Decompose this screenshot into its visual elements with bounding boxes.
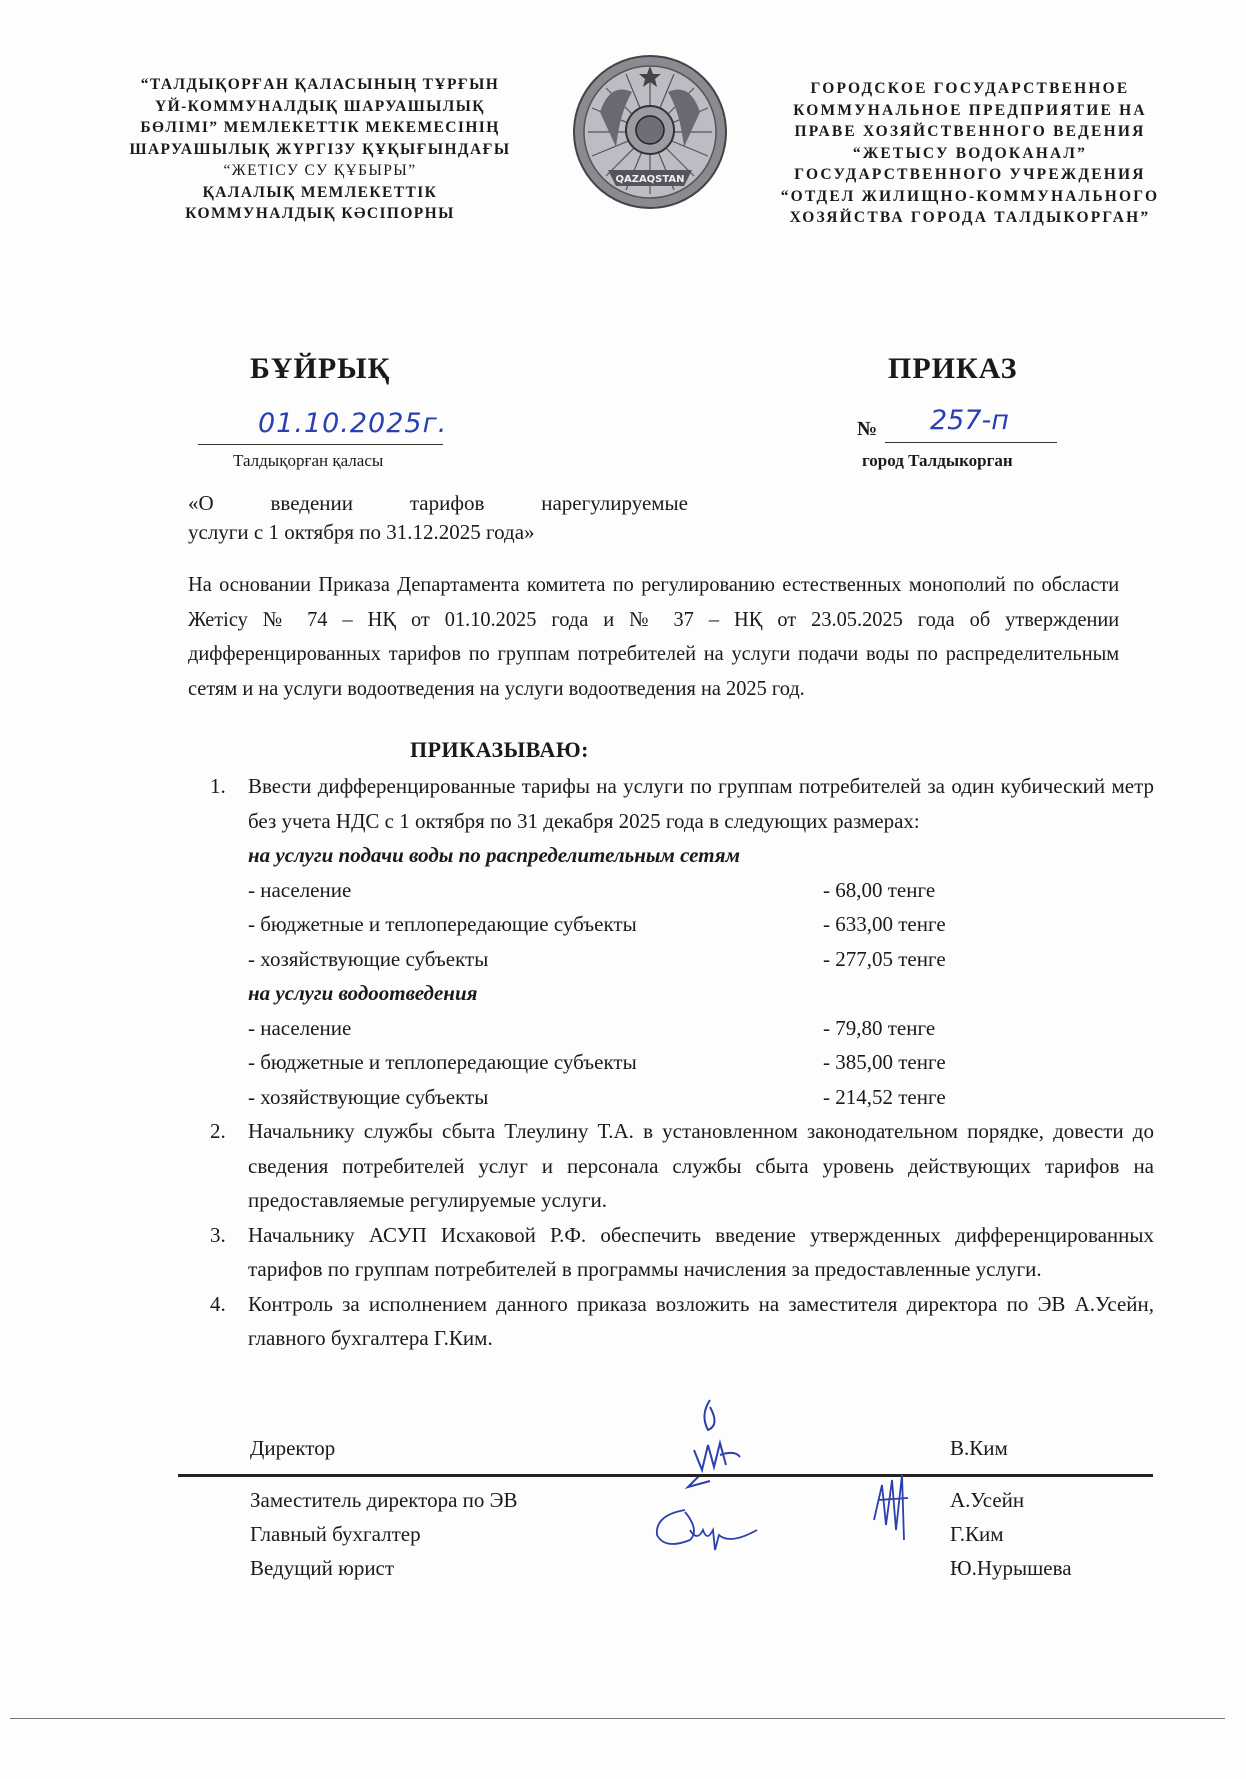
tariff-row <box>248 1045 1154 1080</box>
tariff-value: - 68,00 тенге <box>823 877 936 902</box>
item-text: Контроль за исполнением данного приказа возложить на заместителя директора по ЭВ А.Усейн, главного бухгалтера Г.Ким. <box>248 1291 1154 1350</box>
order-item-1 <box>210 769 1154 1114</box>
order-item-3 <box>210 1218 1154 1287</box>
order-items-list <box>210 769 1154 1356</box>
city-ru: город Талдыкорган <box>862 451 1013 470</box>
header-kz-line: “ТАЛДЫҚОРҒАН ҚАЛАСЫНЫҢ ТҰРҒЫН <box>140 76 500 93</box>
tariff-value: - 277,05 тенге <box>823 946 946 971</box>
header-kz-line: КОММУНАЛДЫҚ КӘСІПОРНЫ <box>185 205 455 222</box>
header-ru-line: ГОСУДАРСТВЕННОГО УЧРЕЖДЕНИЯ <box>794 166 1146 183</box>
accountant-signature-icon <box>645 1500 765 1560</box>
item-text: Начальнику АСУП Исхаковой Р.Ф. обеспечить введение утвержденных дифференцированных тарифов по группам потребителей в программы начисления за предоставленные услуги. <box>248 1222 1154 1281</box>
order-subject <box>188 489 688 547</box>
header-kz-line: БӨЛІМІ” МЕМЛЕКЕТТІК МЕКЕМЕСІНІҢ <box>140 119 500 136</box>
tariff-group-heading: на услуги водоотведения <box>248 981 478 1005</box>
tariff-value: - 79,80 тенге <box>823 1015 936 1040</box>
header-kz-line: ШАРУАШЫЛЫҚ ЖҮРГІЗУ ҚҰҚЫҒЫНДАҒЫ <box>129 140 511 158</box>
director-name: В.Ким <box>950 1436 1008 1460</box>
subject-word: нарегулируемые <box>541 491 688 515</box>
order-word: ПРИКАЗЫВАЮ: <box>410 737 589 762</box>
state-emblem-icon <box>570 52 730 212</box>
order-item-2 <box>210 1114 1154 1218</box>
order-number-handwritten: 257-п <box>930 405 1009 436</box>
tariff-value: - 633,00 тенге <box>823 912 946 936</box>
tariff-row <box>248 1080 1154 1115</box>
tariff-consumer: - бюджетные и теплопередающие субъекты <box>248 912 637 936</box>
header-ru-line: ХОЗЯЙСТВА ГОРОДА ТАЛДЫКОРГАН” <box>789 209 1151 226</box>
approver-role: Главный бухгалтер <box>250 1522 421 1546</box>
tariff-value: - 385,00 тенге <box>823 1050 946 1074</box>
director-role: Директор <box>250 1436 336 1460</box>
header-kazakh <box>95 74 545 225</box>
header-ru-line: “ЖЕТЫСУ ВОДОКАНАЛ” <box>852 144 1088 162</box>
header-kz-line: “ЖЕТІСУ СУ ҚҰБЫРЫ” <box>223 162 417 179</box>
order-title-ru: ПРИКАЗ <box>888 352 1018 385</box>
approver-row <box>250 1556 1130 1590</box>
tariff-row <box>248 907 1154 942</box>
approver-role: Заместитель директора по ЭВ <box>250 1488 518 1512</box>
tariff-consumer: - бюджетные и теплопередающие субъекты <box>248 1050 637 1074</box>
tariff-row <box>248 942 1154 977</box>
subject-word: «О <box>188 491 214 515</box>
header-ru-line: “ОТДЕЛ ЖИЛИЩНО-КОММУНАЛЬНОГО <box>780 187 1160 205</box>
order-title-kz: БҰЙРЫҚ <box>250 352 391 385</box>
tariff-consumer: - население <box>248 1015 352 1040</box>
item-number: 1. <box>210 774 226 798</box>
tariff-consumer: - хозяйствующие субъекты <box>248 1084 489 1109</box>
tariff-consumer: - население <box>248 877 352 902</box>
subject-line-2: услуги с 1 октября по 31.12.2025 года» <box>188 520 535 544</box>
item-text: Ввести дифференцированные тарифы на услуги по группам потребителей за один кубический метр без учета НДС с 1 октября по 31 декабря 2025 года в следующих размерах: <box>248 774 1154 833</box>
tariff-value: - 214,52 тенге <box>823 1084 946 1109</box>
header-russian <box>735 78 1205 229</box>
header-ru-line: КОММУНАЛЬНОЕ ПРЕДПРИЯТИЕ НА <box>793 101 1147 119</box>
city-kz: Талдықорған қаласы <box>233 451 384 470</box>
tariff-row <box>248 1011 1154 1046</box>
item-text: Начальнику службы сбыта Тлеулину Т.А. в установленном законодательном порядке, довести до сведения потребителей услуг и персонала службы сбыта уровень действующих тарифов на предоставляемые регулируемые услуги. <box>248 1119 1154 1212</box>
preamble-paragraph: На основании Приказа Департамента комитета по регулированию естественных монополий по обсласти Жетісу № 74 – НҚ от 01.10.2025 года и № 37 – НҚ от 23.05.2025 года об утверждении дифференцированных тарифов по группам потребителей на услуги подачи воды по распределительным сетям и на услуги водоотведения на услуги водоотведения на 2025 год. <box>188 572 1120 700</box>
subject-word: введении <box>270 491 353 515</box>
item-number: 3. <box>210 1222 226 1247</box>
header-ru-line: ГОРОДСКОЕ ГОСУДАРСТВЕННОЕ <box>810 80 1130 97</box>
header-kz-line: ҚАЛАЛЫҚ МЕМЛЕКЕТТІК <box>202 183 438 201</box>
signature-divider <box>178 1474 1153 1477</box>
deputy-signature-icon <box>868 1470 918 1550</box>
item-number: 2. <box>210 1119 226 1143</box>
tariff-group-heading: на услуги подачи воды по распределительным сетям <box>248 843 740 867</box>
number-label: № <box>857 418 878 440</box>
subject-word: тарифов <box>409 491 485 515</box>
emblem-text: QAZAQSTAN <box>615 174 685 185</box>
approver-name: А.Усейн <box>950 1488 1025 1512</box>
tariff-row <box>248 873 1154 908</box>
approver-name: Ю.Нурышева <box>950 1556 1072 1580</box>
header-ru-line: ПРАВЕ ХОЗЯЙСТВЕННОГО ВЕДЕНИЯ <box>794 123 1146 140</box>
approver-name: Г.Ким <box>950 1522 1004 1546</box>
header-kz-line: ҮЙ-КОММУНАЛДЫҚ ШАРУАШЫЛЫҚ <box>155 97 485 115</box>
order-date-handwritten: 01.10.2025г. <box>258 408 448 439</box>
order-item-4 <box>210 1287 1154 1356</box>
item-number: 4. <box>210 1291 226 1316</box>
page-bottom-line <box>10 1718 1225 1719</box>
tariff-consumer: - хозяйствующие субъекты <box>248 946 489 971</box>
approver-role: Ведущий юрист <box>250 1556 395 1580</box>
